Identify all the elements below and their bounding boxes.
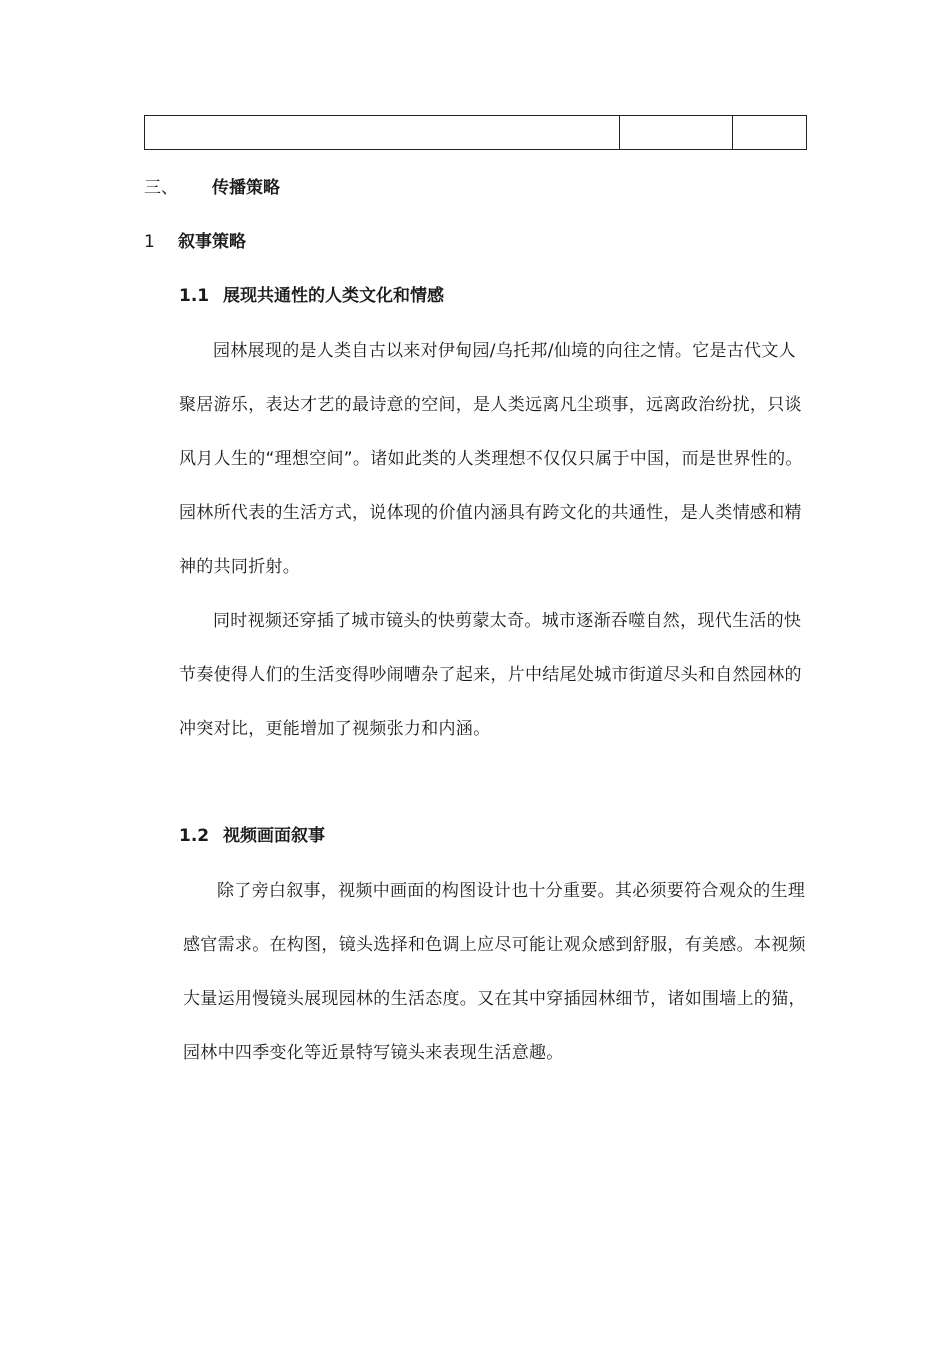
section-3-title: 传播策略 — [212, 178, 280, 198]
table-cell — [145, 116, 620, 150]
section-1-2-heading — [179, 826, 325, 846]
section-3-number: 三、 — [144, 178, 178, 198]
paragraph: 园林展现的是人类自古以来对伊甸园/乌托邦/仙境的向往之情。它是古代文人聚居游乐，表达才艺的最诗意的空间，是人类远离凡尘琐事，远离政治纷扰，只谈风月人生的“理想空间”。诸如此类的人类理想不仅仅只属于中国，而是世界性的。园林所代表的生活方式，说体现的价值内涵具有跨文化的共通性，是人类情感和精神的共同折射。 — [179, 341, 803, 577]
section-1-heading — [144, 232, 246, 252]
paragraph: 同时视频还穿插了城市镜头的快剪蒙太奇。城市逐渐吞噬自然，现代生活的快节奏使得人们的生活变得吵闹嘈杂了起来，片中结尾处城市街道尽头和自然园林的冲突对比，更能增加了视频张力和内涵。 — [179, 611, 802, 739]
section-1-2-title: 视频画面叙事 — [223, 826, 325, 846]
section-1-number: 1 — [144, 232, 155, 252]
table-row — [145, 116, 807, 150]
section-1-1-title: 展现共通性的人类文化和情感 — [223, 286, 444, 306]
paragraph: 除了旁白叙事，视频中画面的构图设计也十分重要。其必须要符合观众的生理感官需求。在构图，镜头选择和色调上应尽可能让观众感到舒服，有美感。本视频大量运用慢镜头展现园林的生活态度。又在其中穿插园林细节，诸如围墙上的猫，园林中四季变化等近景特写镜头来表现生活意趣。 — [183, 881, 806, 1063]
section-1-1-number: 1.1 — [179, 286, 210, 306]
header-table — [144, 115, 807, 150]
section-3-heading — [144, 178, 280, 198]
table-cell — [733, 116, 807, 150]
table-cell — [620, 116, 733, 150]
section-1-title: 叙事策略 — [178, 232, 246, 252]
section-1-2-number: 1.2 — [179, 826, 210, 846]
section-1-1-heading — [179, 286, 444, 306]
